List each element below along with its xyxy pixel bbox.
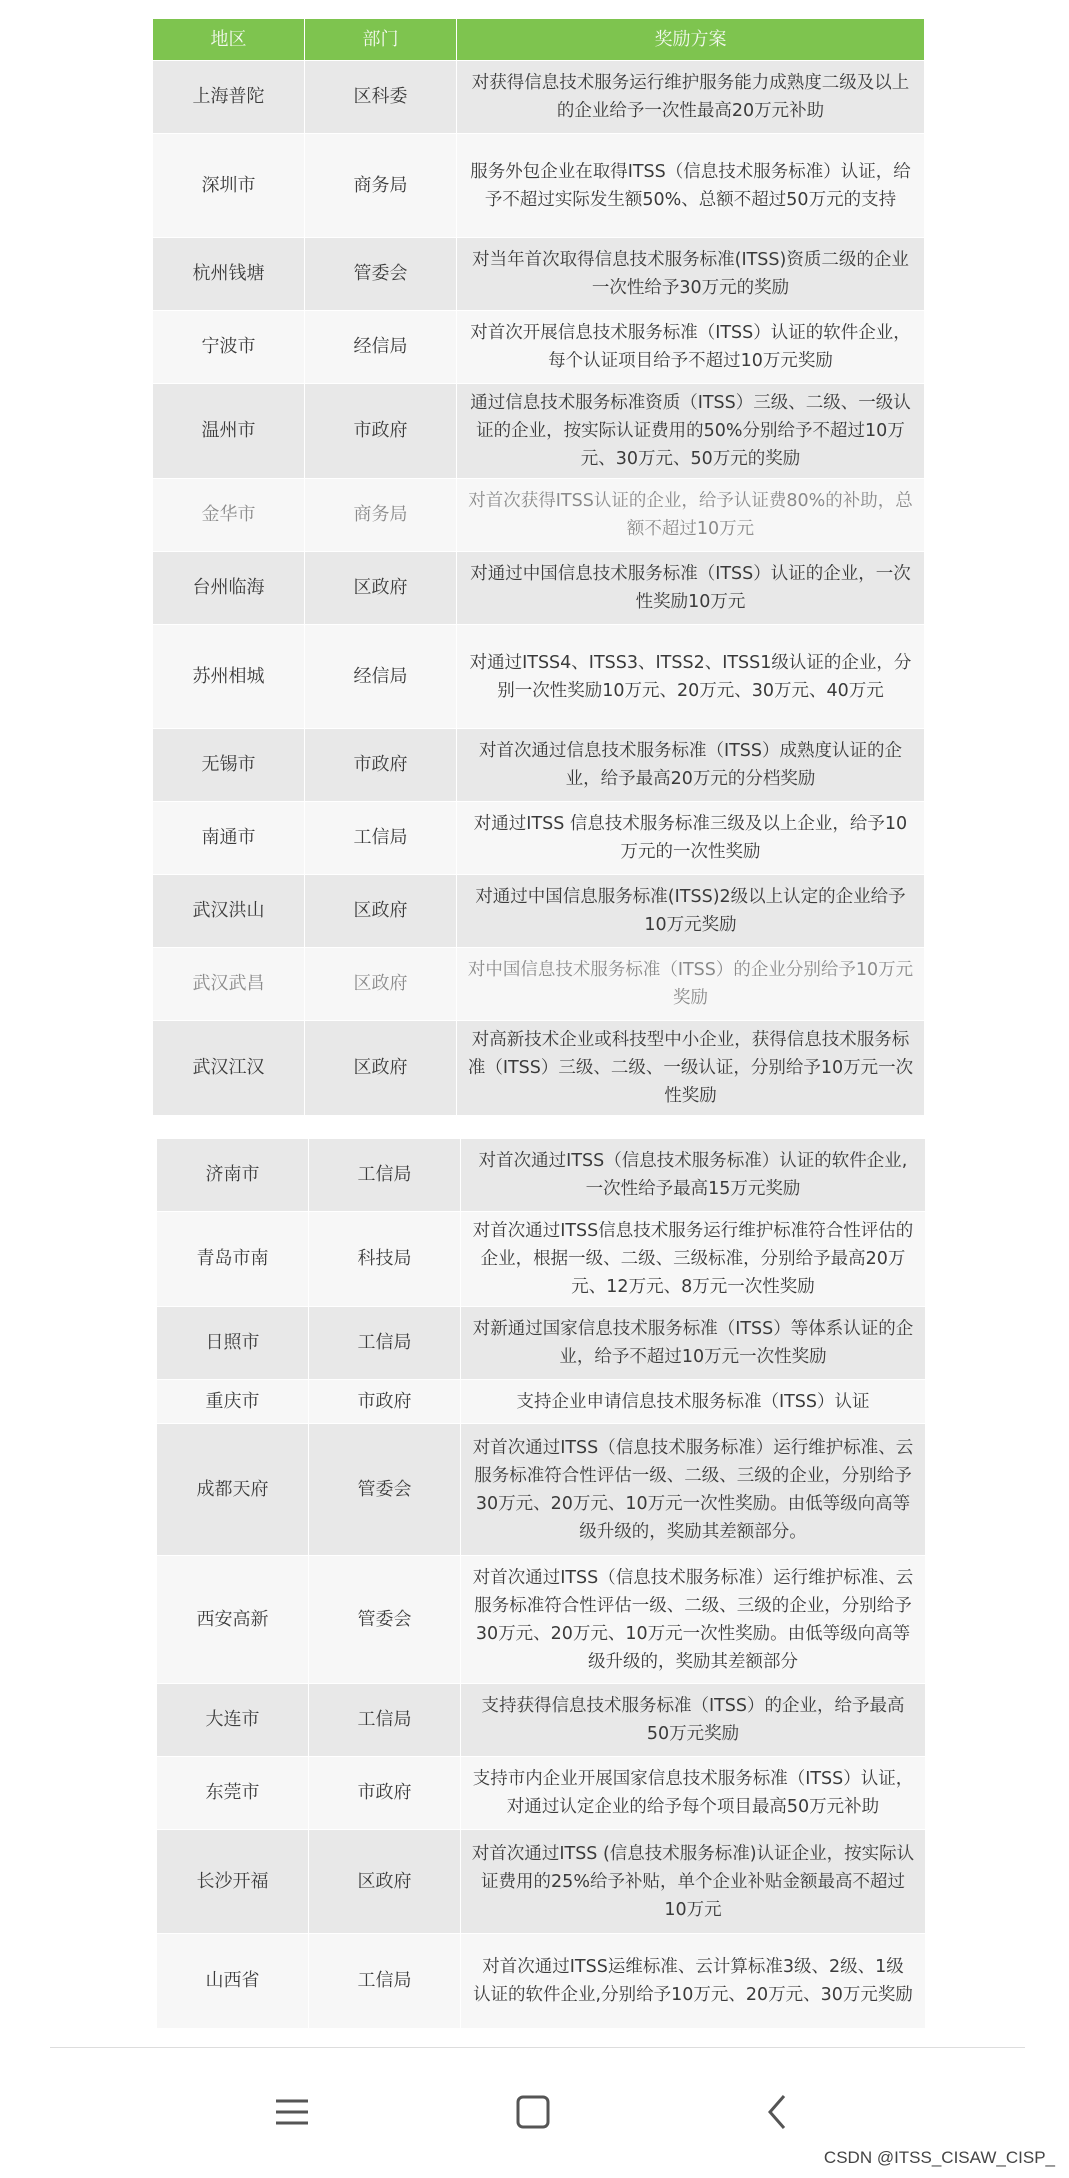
cell-dept: 区政府 [305,1021,457,1116]
cell-plan: 服务外包企业在取得ITSS（信息技术服务标准）认证，给予不超过实际发生额50%、总额不超过50万元的支持 [457,134,925,238]
subsidy-table-part2 [156,1138,926,2029]
header-dept: 部门 [305,19,457,61]
cell-dept: 工信局 [309,1307,461,1380]
cell-plan: 对高新技术企业或科技型中小企业，获得信息技术服务标准（ITSS）三级、二级、一级认证，分别给予10万元一次性奖励 [457,1021,925,1116]
cell-dept: 工信局 [305,802,457,875]
cell-region: 温州市 [153,384,305,479]
cell-region: 武汉武昌 [153,948,305,1021]
cell-region: 上海普陀 [153,61,305,134]
cell-region: 苏州相城 [153,625,305,729]
table-row [157,1139,926,1212]
cell-dept: 经信局 [305,311,457,384]
cell-plan: 对获得信息技术服务运行维护服务能力成熟度二级及以上的企业给予一次性最高20万元补助 [457,61,925,134]
table-row [157,1424,926,1556]
cell-plan: 对首次开展信息技术服务标准（ITSS）认证的软件企业，每个认证项目给予不超过10万元奖励 [457,311,925,384]
cell-region: 西安高新 [157,1556,309,1684]
cell-dept: 区政府 [309,1830,461,1934]
cell-plan: 对通过ITSS4、ITSS3、ITSS2、ITSS1级认证的企业，分别一次性奖励10万元、20万元、30万元、40万元 [457,625,925,729]
table-row [153,134,925,238]
cell-region: 大连市 [157,1684,309,1757]
cell-region: 南通市 [153,802,305,875]
cell-plan: 对首次获得ITSS认证的企业，给予认证费80%的补助，总额不超过10万元 [457,479,925,552]
cell-plan: 对当年首次取得信息技术服务标准(ITSS)资质二级的企业一次性给予30万元的奖励 [457,238,925,311]
subsidy-table-part1 [152,18,925,1116]
cell-region: 台州临海 [153,552,305,625]
cell-plan: 对首次通过ITSS（信息技术服务标准）认证的软件企业,一次性给予最高15万元奖励 [461,1139,926,1212]
cell-region: 武汉洪山 [153,875,305,948]
cell-region: 成都天府 [157,1424,309,1556]
cell-region: 无锡市 [153,729,305,802]
cell-dept: 经信局 [305,625,457,729]
table-row [157,1830,926,1934]
cell-plan: 对通过中国信息技术服务标准（ITSS）认证的企业，一次性奖励10万元 [457,552,925,625]
cell-dept: 市政府 [309,1380,461,1424]
cell-region: 东莞市 [157,1757,309,1830]
cell-region: 杭州钱塘 [153,238,305,311]
table-row [153,729,925,802]
back-chevron-icon [758,2092,818,2132]
cell-plan: 对通过中国信息服务标准(ITSS)2级以上认定的企业给予10万元奖励 [457,875,925,948]
table-row [157,1934,926,2029]
cell-dept: 工信局 [309,1684,461,1757]
table-row [153,875,925,948]
cell-plan: 对首次通过ITSS（信息技术服务标准）运行维护标准、云服务标准符合性评估一级、二级、三级的企业，分别给予30万元、20万元、10万元一次性奖励。由低等级向高等级升级的，奖励其差额部分。 [461,1424,926,1556]
header-region: 地区 [153,19,305,61]
csdn-watermark: CSDN @ITSS_CISAW_CISP_ [823,2148,1055,2167]
cell-dept: 管委会 [309,1424,461,1556]
cell-dept: 区科委 [305,61,457,134]
table-row [157,1307,926,1380]
cell-dept: 管委会 [305,238,457,311]
home-square-icon [513,2092,573,2132]
cell-dept: 市政府 [305,729,457,802]
cell-plan: 对首次通过信息技术服务标准（ITSS）成熟度认证的企业，给予最高20万元的分档奖励 [457,729,925,802]
cell-plan: 对首次通过ITSS运维标准、云计算标准3级、2级、1级 认证的软件企业,分别给予10万元、20万元、30万元奖励 [461,1934,926,2029]
cell-dept: 工信局 [309,1934,461,2029]
table-row [153,479,925,552]
cell-dept: 商务局 [305,134,457,238]
table-row [153,61,925,134]
cell-region: 青岛市南 [157,1212,309,1307]
cell-dept: 商务局 [305,479,457,552]
table-row [157,1380,926,1424]
cell-dept: 区政府 [305,948,457,1021]
cell-region: 金华市 [153,479,305,552]
menu-button[interactable] [272,2092,332,2142]
cell-dept: 市政府 [309,1757,461,1830]
cell-dept: 科技局 [309,1212,461,1307]
table-row [153,311,925,384]
cell-dept: 管委会 [309,1556,461,1684]
table-row [157,1556,926,1684]
cell-plan: 支持获得信息技术服务标准（ITSS）的企业，给予最高50万元奖励 [461,1684,926,1757]
table-row [153,238,925,311]
cell-plan: 对首次通过ITSS（信息技术服务标准）运行维护标准、云服务标准符合性评估一级、二级、三级的企业，分别给予30万元、20万元、10万元一次性奖励。由低等级向高等级升级的，奖励其差额部分 [461,1556,926,1684]
cell-region: 日照市 [157,1307,309,1380]
home-button[interactable] [513,2092,573,2142]
cell-plan: 通过信息技术服务标准资质（ITSS）三级、二级、一级认证的企业，按实际认证费用的50%分别给予不超过10万元、30万元、50万元的奖励 [457,384,925,479]
cell-region: 重庆市 [157,1380,309,1424]
table-row [153,384,925,479]
cell-plan: 支持市内企业开展国家信息技术服务标准（ITSS）认证，对通过认定企业的给予每个项目最高50万元补助 [461,1757,926,1830]
back-button[interactable] [758,2092,818,2142]
table-row [153,948,925,1021]
cell-region: 济南市 [157,1139,309,1212]
cell-region: 武汉江汉 [153,1021,305,1116]
cell-region: 长沙开福 [157,1830,309,1934]
table-row [153,1021,925,1116]
cell-plan: 对首次通过ITSS (信息技术服务标准)认证企业，按实际认证费用的25%给予补贴，单个企业补贴金额最高不超过10万元 [461,1830,926,1934]
table-row [153,802,925,875]
cell-plan: 对新通过国家信息技术服务标准（ITSS）等体系认证的企业，给予不超过10万元一次性奖励 [461,1307,926,1380]
menu-icon [272,2092,332,2132]
cell-plan: 支持企业申请信息技术服务标准（ITSS）认证 [461,1380,926,1424]
cell-dept: 区政府 [305,552,457,625]
table-header-row [153,19,925,61]
table-row [153,552,925,625]
table-row [157,1684,926,1757]
cell-plan: 对中国信息技术服务标准（ITSS）的企业分别给予10万元奖励 [457,948,925,1021]
cell-plan: 对首次通过ITSS信息技术服务运行维护标准符合性评估的企业，根据一级、二级、三级标准，分别给予最高20万元、12万元、8万元一次性奖励 [461,1212,926,1307]
table-row [157,1212,926,1307]
cell-dept: 区政府 [305,875,457,948]
cell-plan: 对通过ITSS 信息技术服务标准三级及以上企业，给予10万元的一次性奖励 [457,802,925,875]
header-plan: 奖励方案 [457,19,925,61]
table-row [153,625,925,729]
cell-region: 深圳市 [153,134,305,238]
cell-dept: 工信局 [309,1139,461,1212]
cell-region: 宁波市 [153,311,305,384]
cell-dept: 市政府 [305,384,457,479]
cell-region: 山西省 [157,1934,309,2029]
table-row [157,1757,926,1830]
